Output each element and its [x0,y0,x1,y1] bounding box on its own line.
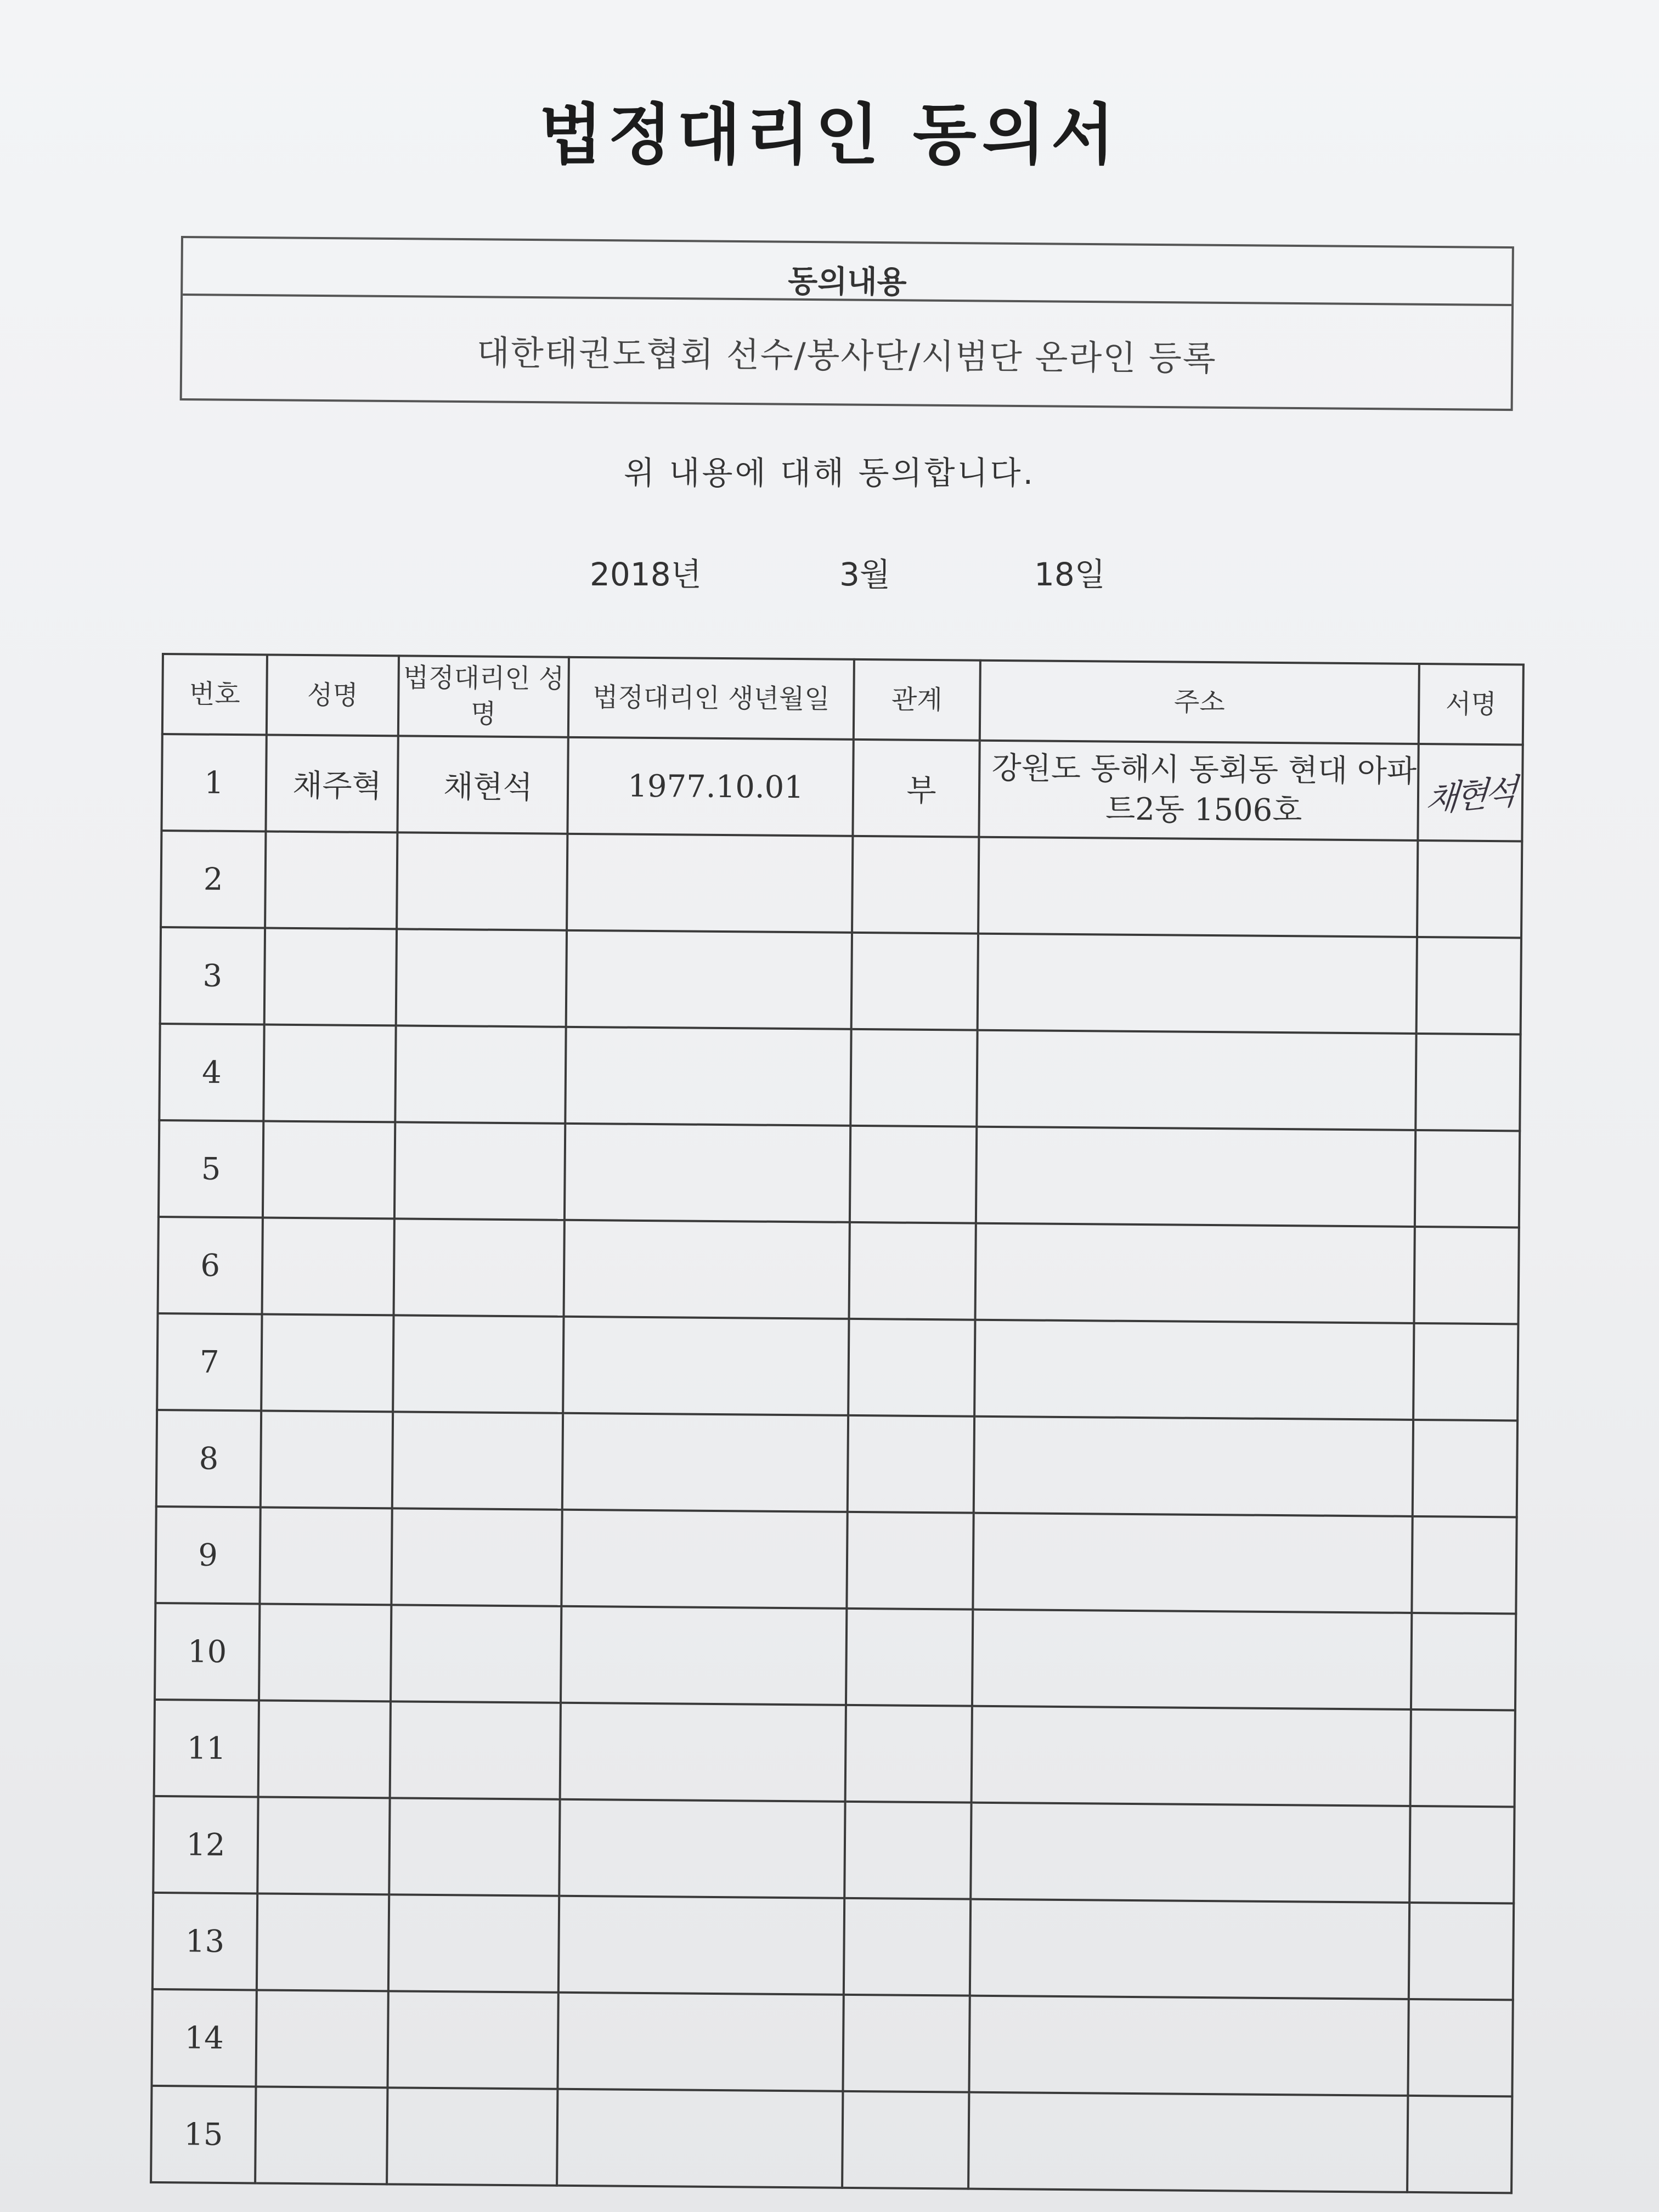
cell-guardian-name [394,1122,565,1220]
cell-guardian-name [391,1508,562,1606]
consent-content: 대한태권도협회 선수/봉사단/시범단 온라인 등록 [476,332,1217,379]
cell-guardian-name [392,1412,563,1509]
cell-relation [850,1029,977,1127]
cell-name [264,928,397,1025]
document-title: 법정대리인 동의서 [539,97,1120,173]
cell-guardian-dob [559,1799,845,1898]
cell-guardian-name [391,1605,561,1702]
cell-guardian-dob [564,1220,850,1319]
cell-address [970,1803,1410,1903]
table-header-row [162,654,1523,744]
row-number: 7 [157,1313,262,1410]
cell-guardian-name [388,1894,559,1992]
header-name: 성명 [267,655,399,736]
cell-guardian-dob [566,930,852,1029]
consent-header: 동의내용 [183,238,1512,306]
table-row [155,1603,1516,1710]
registration-table-wrap [150,653,1522,2199]
cell-guardian-name [394,1218,565,1316]
date-day: 18일 [1034,556,1105,593]
row-number: 11 [154,1700,259,1797]
agree-statement: 위 내용에 대해 동의합니다. [623,454,1036,492]
cell-guardian-name [397,832,567,930]
cell-relation [850,1126,977,1223]
cell-relation [843,1995,969,2092]
cell-signature [1413,1420,1517,1517]
table-row [158,1217,1519,1324]
cell-signature [1410,1709,1515,1807]
cell-relation [845,1705,972,1803]
cell-guardian-dob [560,1703,846,1802]
cell-signature [1407,2096,1512,2193]
cell-name [263,1121,395,1218]
cell-signature [1414,1227,1519,1324]
row-number: 14 [151,1989,256,2086]
cell-address [974,1417,1413,1516]
cell-guardian-dob [557,2089,843,2188]
consent-box [180,236,1514,411]
cell-name [257,1797,390,1894]
cell-name [261,1314,393,1412]
handwritten-signature: 채현석 [1424,771,1516,820]
cell-address [968,2092,1408,2192]
row-number: 12 [153,1796,258,1893]
cell-signature [1417,840,1522,938]
cell-guardian-name [396,929,567,1026]
cell-guardian-dob [567,834,853,933]
row-number: 2 [161,831,266,928]
cell-name [265,831,397,929]
cell-relation [842,2091,969,2189]
row-number: 5 [159,1120,263,1217]
cell-address [969,1996,1408,2096]
cell-name [259,1604,391,1701]
cell-signature [1411,1613,1516,1710]
cell-guardian-dob: 1977.10.01 [567,737,853,836]
cell-name [262,1217,394,1315]
row-number: 13 [153,1893,257,1990]
table-row [153,1796,1514,1903]
cell-relation [848,1415,974,1513]
header-guardian-name: 법정대리인 성명 [398,656,569,737]
table-row [161,734,1522,841]
row-number: 10 [155,1603,259,1700]
cell-relation [848,1319,975,1417]
header-relation: 관계 [854,659,980,741]
row-number: 15 [151,2086,256,2183]
table-row [159,1024,1520,1131]
header-address: 주소 [980,661,1419,744]
table-row [156,1410,1517,1517]
cell-signature [1415,1130,1520,1227]
cell-relation [849,1222,976,1320]
cell-name [255,2086,387,2184]
cell-guardian-dob [563,1317,849,1415]
cell-address [977,1030,1416,1130]
row-number: 6 [158,1217,263,1314]
header-no: 번호 [162,654,267,735]
cell-relation [844,1898,970,1996]
cell-relation: 부 [853,740,979,837]
table-row [154,1700,1515,1807]
cell-address [970,1899,1409,1999]
cell-address [975,1223,1414,1323]
date-year: 2018년 [590,556,702,593]
cell-name: 채주혁 [266,735,398,833]
table-row [157,1313,1518,1420]
cell-guardian-dob [565,1027,851,1126]
header-signature: 서명 [1419,664,1523,744]
cell-guardian-dob [561,1510,847,1609]
cell-signature [1409,1903,1514,2000]
cell-guardian-name [395,1025,566,1123]
cell-signature [1409,1806,1514,1903]
table-row [159,1120,1520,1227]
cell-address [978,934,1417,1034]
cell-name [256,1990,388,2087]
cell-signature [1418,744,1522,841]
cell-guardian-dob [562,1413,848,1512]
cell-guardian-name: 채현석 [397,736,568,833]
cell-signature [1417,937,1521,1034]
table-row [155,1506,1516,1613]
cell-signature [1412,1516,1516,1613]
cell-address [974,1320,1414,1420]
cell-signature [1413,1323,1518,1420]
cell-name [259,1507,392,1605]
cell-address [978,837,1418,937]
cell-relation [847,1512,973,1610]
cell-relation [852,836,979,934]
row-number: 9 [155,1506,260,1604]
cell-address [973,1513,1412,1613]
cell-guardian-name [389,1798,560,1895]
cell-guardian-name [387,1991,558,2089]
cell-guardian-dob [558,1896,844,1995]
row-number: 8 [156,1410,261,1507]
row-number: 1 [161,734,266,831]
cell-guardian-dob [561,1606,847,1705]
cell-guardian-name [390,1701,561,1799]
cell-guardian-name [387,2087,557,2185]
cell-name [257,1893,389,1991]
cell-relation [851,933,978,1030]
table-row [160,927,1521,1034]
table-row [151,2086,1512,2193]
header-guardian-dob: 법정대리인 생년월일 [568,657,854,740]
date-month: 3월 [839,556,890,593]
cell-guardian-dob [557,1993,843,2091]
registration-table [150,653,1525,2194]
cell-name [261,1410,393,1508]
table-row [151,1989,1513,2096]
cell-name [258,1700,391,1798]
cell-name [263,1024,396,1122]
table-row [153,1893,1514,2000]
cell-address: 강원도 동해시 동회동 현대 아파트2동 1506호 [979,741,1418,840]
cell-relation [844,1802,971,1899]
cell-relation [846,1609,973,1706]
cell-address [976,1127,1415,1227]
cell-signature [1408,1999,1513,2096]
cell-guardian-name [393,1315,563,1413]
row-number: 3 [160,927,265,1024]
table-row [161,831,1522,938]
cell-address [972,1610,1412,1709]
cell-guardian-dob [565,1124,850,1222]
cell-address [972,1706,1411,1806]
row-number: 4 [159,1024,264,1121]
cell-signature [1415,1034,1520,1131]
